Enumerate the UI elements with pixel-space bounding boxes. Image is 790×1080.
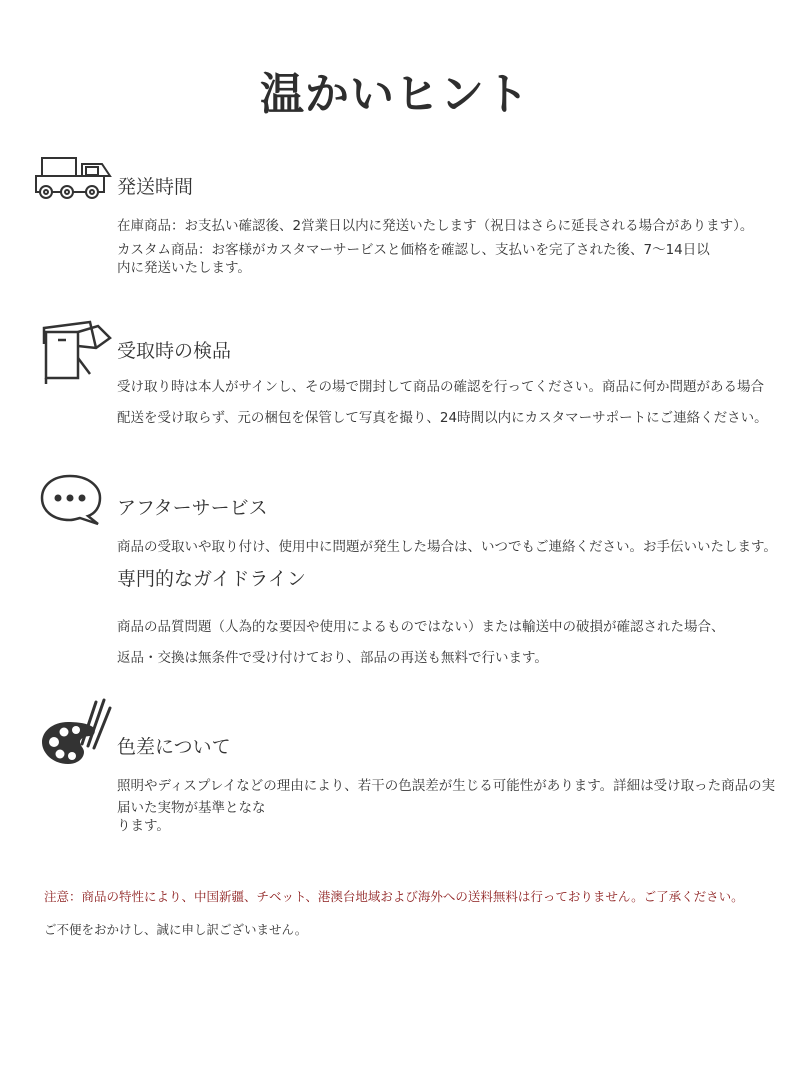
inspection-heading: 受取時の検品 <box>117 340 232 362</box>
after-sales-line-1: 商品の受取いや取り付け、使用中に問題が発生した場合は、いつでもご連絡ください。お手伝いいたします。 <box>117 539 777 555</box>
color-heading: 色差について <box>117 736 231 758</box>
apology-note: ご不便をおかけし、誠に申し訳ございません。 <box>44 922 308 937</box>
guideline-heading: 専門的なガイドライン <box>117 568 306 590</box>
truck-icon <box>34 154 112 200</box>
shipping-line-2: カスタム商品：お客様がカスタマーサービスと価格を確認し、支払いを完了された後、7〜14日以 <box>117 242 710 258</box>
shipping-line-3: 内に発送いたします。 <box>117 260 251 276</box>
page-title: 温かいヒント <box>260 69 530 120</box>
box-icon <box>40 318 112 390</box>
guideline-line-1: 商品の品質問題（人為的な要因や使用によるものではない）または輸送中の破損が確認された場合、 <box>117 619 725 635</box>
shipping-heading: 発送時間 <box>117 176 194 198</box>
inspection-line-1: 受け取り時は本人がサインし、その場で開封して商品の確認を行ってください。商品に何か問題がある場合 <box>117 379 765 395</box>
guideline-line-2: 返品・交換は無条件で受け付けており、部品の再送も無料で行います。 <box>117 650 548 666</box>
shipping-warning-note: 注意：商品の特性により、中国新疆、チベット、港澳台地域および海外への送料無料は行っておりません。ご了承ください。 <box>44 889 744 904</box>
color-line-2: 届いた実物が基準となな <box>117 800 266 816</box>
inspection-line-2: 配送を受け取らず、元の梱包を保管して写真を撮り、24時間以内にカスタマーサポートにご連絡ください。 <box>117 410 768 426</box>
color-line-3: ります。 <box>117 818 170 834</box>
speech-bubble-icon <box>38 472 104 528</box>
shipping-line-1: 在庫商品：お支払い確認後、2営業日以内に発送いたします（祝日はさらに延長される場合があります）。 <box>117 218 754 234</box>
color-line-1: 照明やディスプレイなどの理由により、若干の色誤差が生じる可能性があります。詳細は受け取った商品の実 <box>117 778 776 794</box>
after-sales-heading: アフターサービス <box>117 497 268 519</box>
palette-icon <box>38 696 116 768</box>
